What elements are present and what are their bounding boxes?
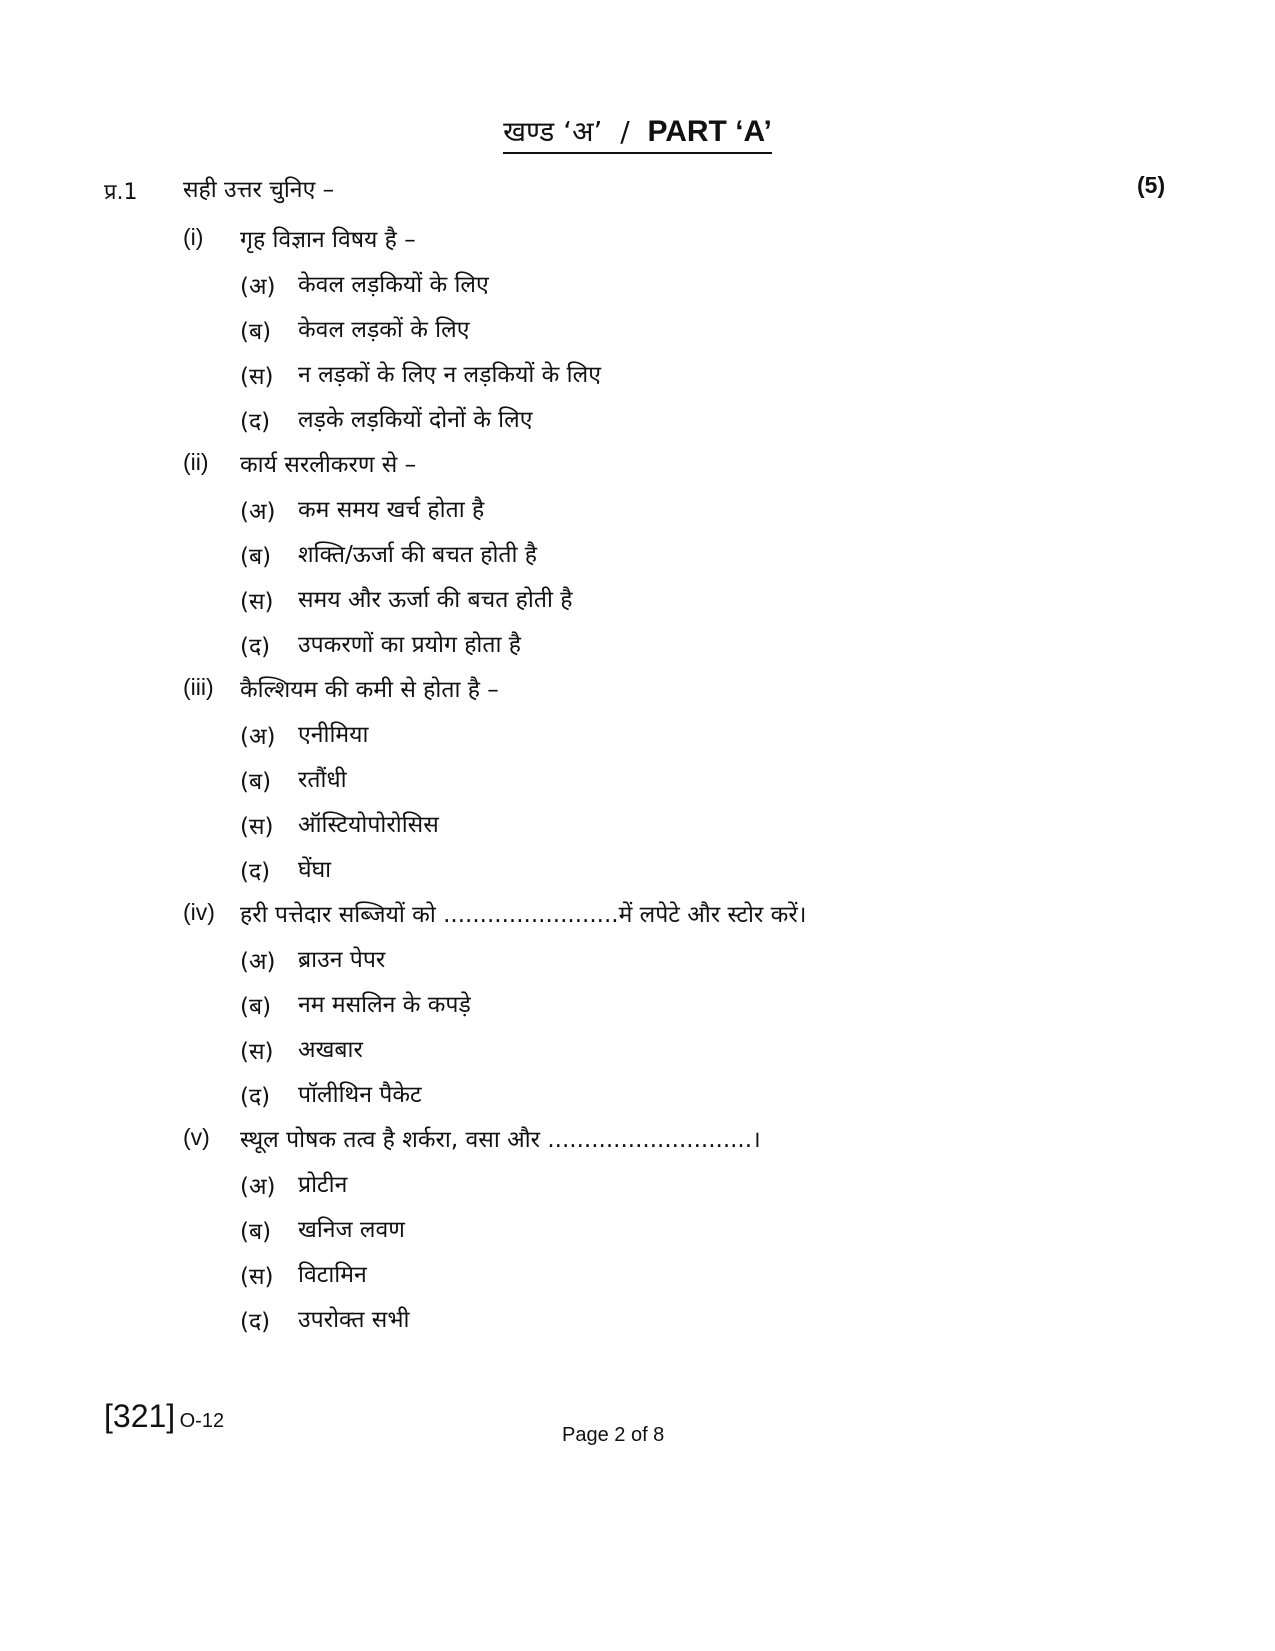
question-marks: (5) bbox=[1137, 172, 1166, 198]
paper-code bbox=[104, 1398, 224, 1435]
subquestion-number: (iv) bbox=[183, 899, 215, 925]
option-label: (स) bbox=[240, 1264, 274, 1290]
option-label: (ब) bbox=[240, 544, 272, 570]
option-text: पॉलीथिन पैकेट bbox=[298, 1082, 422, 1108]
subquestion-number: (v) bbox=[183, 1124, 210, 1150]
option-text: न लड़कों के लिए न लड़कियों के लिए bbox=[298, 362, 601, 388]
option-label: (स) bbox=[240, 814, 274, 840]
option-text: केवल लड़कियों के लिए bbox=[298, 272, 489, 298]
page-number: Page 2 of 8 bbox=[562, 1424, 665, 1446]
option-text: रतौंधी bbox=[298, 767, 347, 793]
option-text: प्रोटीन bbox=[298, 1172, 348, 1198]
heading-english: PART ‘A’ bbox=[647, 115, 772, 148]
subquestion-text: गृह विज्ञान विषय है – bbox=[240, 227, 416, 253]
option-text: ऑस्टियोपोरोसिस bbox=[298, 812, 439, 838]
option-label: (स) bbox=[240, 1039, 274, 1065]
subquestion-text: हरी पत्तेदार सब्जियों को ........................में लपेटे और स्टोर करें। bbox=[240, 902, 807, 928]
option-text: अखबार bbox=[298, 1037, 363, 1063]
heading-separator: / bbox=[620, 115, 630, 148]
option-text: ब्राउन पेपर bbox=[298, 947, 386, 973]
subquestion-text: कैल्शियम की कमी से होता है – bbox=[240, 677, 499, 703]
option-text: कम समय खर्च होता है bbox=[298, 497, 485, 523]
option-label: (ब) bbox=[240, 994, 272, 1020]
option-text: नम मसलिन के कपड़े bbox=[298, 992, 471, 1018]
option-label: (द) bbox=[240, 634, 271, 660]
section-heading bbox=[0, 112, 1275, 154]
option-label: (द) bbox=[240, 1084, 271, 1110]
subquestion-number: (i) bbox=[183, 224, 204, 250]
paper-series: O-12 bbox=[179, 1410, 225, 1432]
section-heading-underlined bbox=[503, 112, 772, 154]
option-label: (अ) bbox=[240, 724, 276, 750]
option-label: (ब) bbox=[240, 769, 272, 795]
option-text: एनीमिया bbox=[298, 722, 369, 748]
subquestion-text: स्थूल पोषक तत्व है शर्करा, वसा और ............................। bbox=[240, 1127, 761, 1153]
option-text: उपकरणों का प्रयोग होता है bbox=[298, 632, 521, 658]
question-instruction: सही उत्तर चुनिए – bbox=[183, 177, 335, 203]
option-label: (अ) bbox=[240, 499, 276, 525]
option-text: विटामिन bbox=[298, 1262, 367, 1288]
option-text: लड़के लड़कियों दोनों के लिए bbox=[298, 407, 533, 433]
option-text: केवल लड़कों के लिए bbox=[298, 317, 470, 343]
subquestion-number: (ii) bbox=[183, 449, 209, 475]
option-label: (द) bbox=[240, 409, 271, 435]
option-text: समय और ऊर्जा की बचत होती है bbox=[298, 587, 573, 613]
option-label: (अ) bbox=[240, 949, 276, 975]
option-label: (द) bbox=[240, 859, 271, 885]
question-number: प्र.1 bbox=[104, 180, 138, 205]
option-text: उपरोक्त सभी bbox=[298, 1307, 410, 1333]
option-label: (अ) bbox=[240, 1174, 276, 1200]
subquestion-number: (iii) bbox=[183, 674, 214, 700]
option-text: शक्ति/ऊर्जा की बचत होती है bbox=[298, 542, 538, 568]
option-label: (द) bbox=[240, 1309, 271, 1335]
option-text: खनिज लवण bbox=[298, 1217, 405, 1243]
option-label: (अ) bbox=[240, 274, 276, 300]
option-label: (ब) bbox=[240, 1219, 272, 1245]
option-text: घेंघा bbox=[298, 857, 332, 883]
paper-code-number: [321] bbox=[104, 1398, 176, 1434]
option-label: (स) bbox=[240, 364, 274, 390]
subquestion-text: कार्य सरलीकरण से – bbox=[240, 452, 417, 478]
heading-hindi: खण्ड ‘अ’ bbox=[503, 115, 603, 148]
option-label: (स) bbox=[240, 589, 274, 615]
option-label: (ब) bbox=[240, 319, 272, 345]
